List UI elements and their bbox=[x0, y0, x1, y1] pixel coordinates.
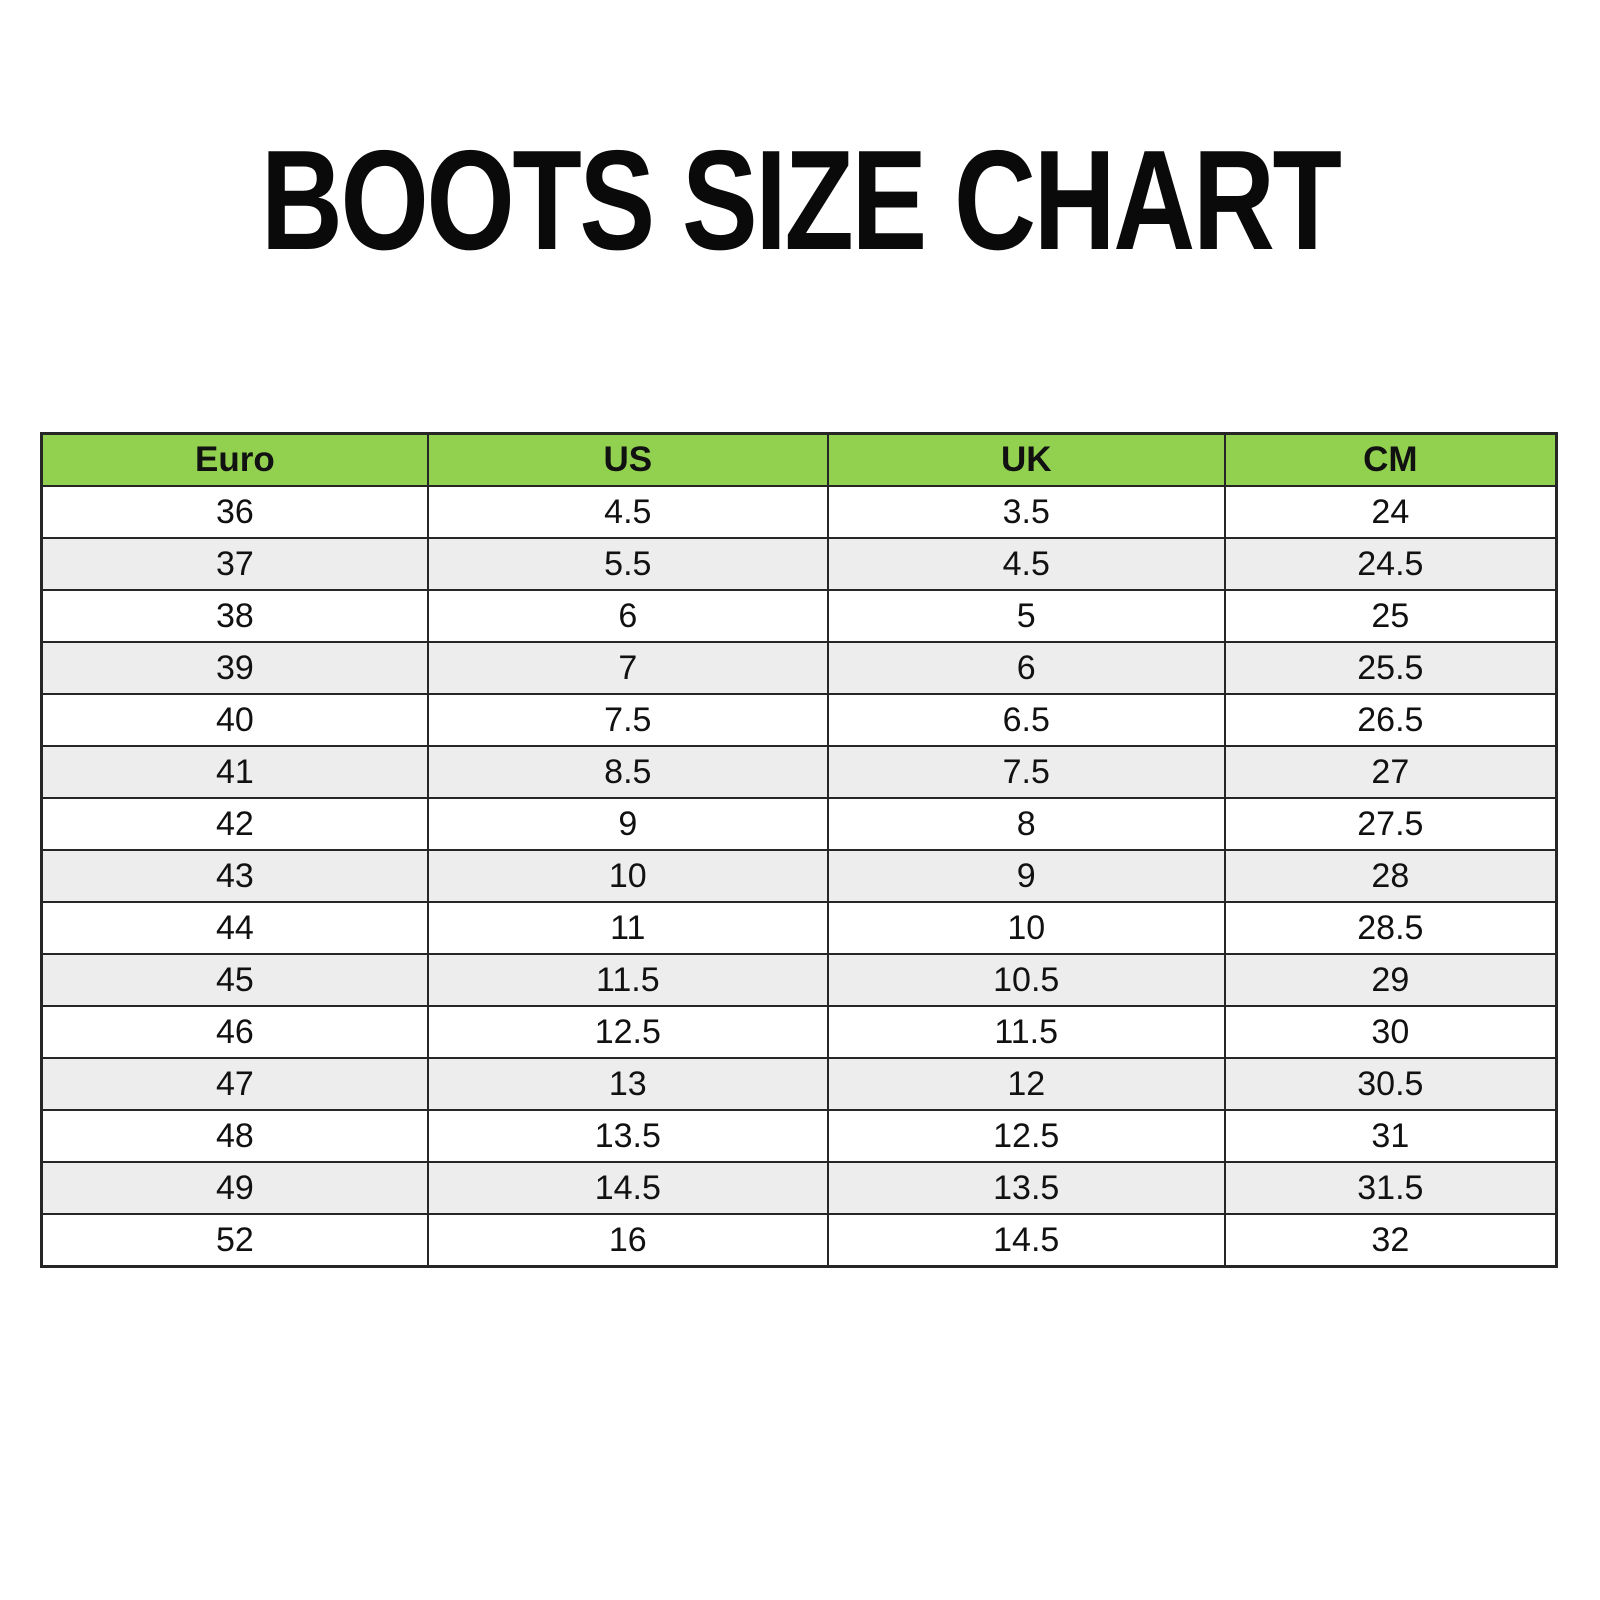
table-row bbox=[42, 642, 1557, 694]
table-cell: 24.5 bbox=[1225, 538, 1557, 590]
table-cell: 32 bbox=[1225, 1214, 1557, 1267]
table-cell: 14.5 bbox=[428, 1162, 828, 1214]
table-cell: 6.5 bbox=[828, 694, 1225, 746]
table-row bbox=[42, 746, 1557, 798]
table-cell: 48 bbox=[42, 1110, 428, 1162]
table-cell: 28 bbox=[1225, 850, 1557, 902]
table-cell: 42 bbox=[42, 798, 428, 850]
boots-size-table bbox=[40, 432, 1558, 1268]
table-cell: 26.5 bbox=[1225, 694, 1557, 746]
table-cell: 38 bbox=[42, 590, 428, 642]
column-header-us: US bbox=[428, 434, 828, 487]
table-row bbox=[42, 798, 1557, 850]
table-cell: 4.5 bbox=[428, 486, 828, 538]
table-cell: 6 bbox=[428, 590, 828, 642]
table-cell: 11.5 bbox=[828, 1006, 1225, 1058]
table-cell: 12.5 bbox=[828, 1110, 1225, 1162]
table-row bbox=[42, 538, 1557, 590]
table-cell: 11.5 bbox=[428, 954, 828, 1006]
column-header-uk: UK bbox=[828, 434, 1225, 487]
table-cell: 9 bbox=[428, 798, 828, 850]
column-header-cm: CM bbox=[1225, 434, 1557, 487]
table-cell: 10 bbox=[828, 902, 1225, 954]
table-cell: 12 bbox=[828, 1058, 1225, 1110]
table-row bbox=[42, 1058, 1557, 1110]
table-cell: 12.5 bbox=[428, 1006, 828, 1058]
table-row bbox=[42, 954, 1557, 1006]
table-cell: 29 bbox=[1225, 954, 1557, 1006]
table-cell: 14.5 bbox=[828, 1214, 1225, 1267]
table-cell: 36 bbox=[42, 486, 428, 538]
table-cell: 27 bbox=[1225, 746, 1557, 798]
table-row bbox=[42, 486, 1557, 538]
table-cell: 4.5 bbox=[828, 538, 1225, 590]
table-row bbox=[42, 1214, 1557, 1267]
table-cell: 16 bbox=[428, 1214, 828, 1267]
table-cell: 13 bbox=[428, 1058, 828, 1110]
table-cell: 3.5 bbox=[828, 486, 1225, 538]
table-row bbox=[42, 694, 1557, 746]
table-row bbox=[42, 902, 1557, 954]
table-cell: 7.5 bbox=[828, 746, 1225, 798]
table-cell: 13.5 bbox=[828, 1162, 1225, 1214]
column-header-euro: Euro bbox=[42, 434, 428, 487]
table-body bbox=[42, 486, 1557, 1267]
table-cell: 24 bbox=[1225, 486, 1557, 538]
table-cell: 8.5 bbox=[428, 746, 828, 798]
table-cell: 45 bbox=[42, 954, 428, 1006]
table-cell: 49 bbox=[42, 1162, 428, 1214]
table-cell: 41 bbox=[42, 746, 428, 798]
table-cell: 37 bbox=[42, 538, 428, 590]
table-cell: 7 bbox=[428, 642, 828, 694]
page-title: BOOTS SIZE CHART bbox=[260, 121, 1340, 280]
table-cell: 6 bbox=[828, 642, 1225, 694]
table-cell: 30 bbox=[1225, 1006, 1557, 1058]
table-cell: 28.5 bbox=[1225, 902, 1557, 954]
table-cell: 5.5 bbox=[428, 538, 828, 590]
table-cell: 27.5 bbox=[1225, 798, 1557, 850]
table-cell: 25.5 bbox=[1225, 642, 1557, 694]
table-cell: 31 bbox=[1225, 1110, 1557, 1162]
table-row bbox=[42, 850, 1557, 902]
table-cell: 7.5 bbox=[428, 694, 828, 746]
page-title-container bbox=[0, 121, 1600, 280]
table-row bbox=[42, 1162, 1557, 1214]
table-cell: 8 bbox=[828, 798, 1225, 850]
table-cell: 9 bbox=[828, 850, 1225, 902]
table-cell: 46 bbox=[42, 1006, 428, 1058]
table-header bbox=[42, 434, 1557, 487]
table-cell: 31.5 bbox=[1225, 1162, 1557, 1214]
table-cell: 39 bbox=[42, 642, 428, 694]
table-cell: 40 bbox=[42, 694, 428, 746]
table-cell: 11 bbox=[428, 902, 828, 954]
table-cell: 10 bbox=[428, 850, 828, 902]
table-cell: 52 bbox=[42, 1214, 428, 1267]
table-row bbox=[42, 1110, 1557, 1162]
table-cell: 13.5 bbox=[428, 1110, 828, 1162]
table-cell: 5 bbox=[828, 590, 1225, 642]
table-cell: 44 bbox=[42, 902, 428, 954]
table-header-row bbox=[42, 434, 1557, 487]
table-cell: 47 bbox=[42, 1058, 428, 1110]
table-row bbox=[42, 590, 1557, 642]
table-cell: 10.5 bbox=[828, 954, 1225, 1006]
table-cell: 25 bbox=[1225, 590, 1557, 642]
table-row bbox=[42, 1006, 1557, 1058]
table-cell: 30.5 bbox=[1225, 1058, 1557, 1110]
table-cell: 43 bbox=[42, 850, 428, 902]
